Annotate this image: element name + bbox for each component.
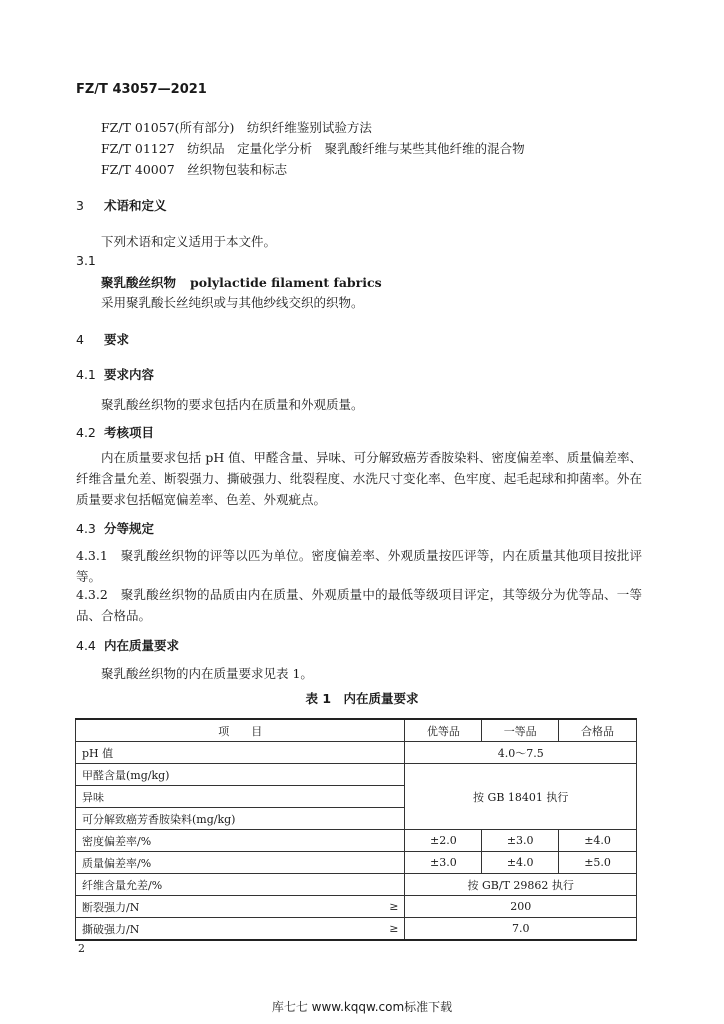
clause-4-3-1: 4.3.1 聚乳酸丝织物的评等以匹为单位。密度偏差率、外观质量按匹评等，内在质量其他项目按批评等。	[76, 548, 642, 584]
row-item: pH 值	[76, 742, 405, 764]
header-grade-superior: 优等品	[405, 719, 482, 742]
row-item: 异味	[76, 786, 405, 808]
row-item: 可分解致癌芳香胺染料(mg/kg)	[76, 808, 405, 830]
row-item: 密度偏差率/%	[76, 830, 405, 852]
subsection-number: 4.2	[76, 425, 96, 440]
table-row	[76, 742, 637, 764]
row-item: 甲醛含量(mg/kg)	[76, 764, 405, 786]
clause-4-3-2: 4.3.2 聚乳酸丝织物的品质由内在质量、外观质量中的最低等级项目评定，其等级分为优等品、一等品、合格品。	[76, 587, 642, 623]
reference-item: FZ/T 01127 纺织品 定量化学分析 聚乳酸纤维与某些其他纤维的混合物	[101, 141, 525, 156]
table-row	[76, 852, 637, 874]
subsection-title: 要求内容	[104, 367, 155, 382]
row-value: ±4.0	[559, 830, 637, 852]
page-number: 2	[78, 942, 85, 955]
term-chinese: 聚乳酸丝织物	[101, 275, 177, 290]
row-item: 撕破强力/N	[76, 918, 375, 941]
row-value: ±5.0	[559, 852, 637, 874]
row-value: ±4.0	[482, 852, 559, 874]
subsection-4-3-heading	[76, 519, 154, 537]
table-row	[76, 830, 637, 852]
subsection-number: 4.4	[76, 638, 96, 653]
row-value: ±3.0	[405, 852, 482, 874]
section-title: 要求	[104, 332, 130, 347]
table-caption: 表 1 内在质量要求	[305, 691, 419, 706]
subsection-4-4-text: 聚乳酸丝织物的内在质量要求见表 1。	[101, 666, 313, 681]
row-value: 200	[405, 896, 637, 918]
table-header-row	[76, 719, 637, 742]
row-symbol: ≥	[374, 918, 404, 941]
row-value: 按 GB 18401 执行	[405, 764, 637, 830]
term-number: 3.1	[76, 253, 96, 268]
term-heading	[101, 273, 382, 291]
subsection-number: 4.1	[76, 367, 96, 382]
section-number: 3	[76, 198, 84, 213]
subsection-4-4-heading	[76, 636, 179, 654]
row-item: 断裂强力/N	[76, 896, 375, 918]
subsection-4-2-heading	[76, 423, 154, 441]
header-item: 项 目	[76, 719, 405, 742]
subsection-4-2-text: 内在质量要求包括 pH 值、甲醛含量、异味、可分解致癌芳香胺染料、密度偏差率、质量偏差率、纤维含量允差、断裂强力、撕破强力、纰裂程度、水洗尺寸变化率、色牢度、起毛起球和抑菌率。外在质量要求包括幅宽偏差率、色差、外观疵点。	[76, 450, 642, 507]
subsection-title: 考核项目	[104, 425, 155, 440]
row-value: 4.0～7.5	[405, 742, 637, 764]
reference-item: FZ/T 01057(所有部分) 纺织纤维鉴别试验方法	[101, 120, 372, 135]
table-row	[76, 764, 637, 786]
header-grade-first: 一等品	[482, 719, 559, 742]
row-value: 按 GB/T 29862 执行	[405, 874, 637, 896]
subsection-title: 分等规定	[104, 521, 155, 536]
subsection-title: 内在质量要求	[104, 638, 180, 653]
row-value: 7.0	[405, 918, 637, 941]
term-english: polylactide filament fabrics	[190, 275, 382, 290]
section-3-heading	[76, 196, 167, 214]
section-3-intro: 下列术语和定义适用于本文件。	[101, 234, 277, 249]
term-definition: 采用聚乳酸长丝纯织或与其他纱线交织的织物。	[101, 295, 364, 310]
reference-item: FZ/T 40007 丝织物包装和标志	[101, 162, 288, 177]
table-row	[76, 918, 637, 941]
table-row	[76, 896, 637, 918]
quality-requirements-table	[75, 718, 637, 941]
subsection-number: 4.3	[76, 521, 96, 536]
subsection-4-1-heading	[76, 365, 154, 383]
footer-watermark: 库七七 www.kqqw.com标准下载	[271, 1000, 453, 1014]
subsection-4-1-text: 聚乳酸丝织物的要求包括内在质量和外观质量。	[101, 397, 364, 412]
section-number: 4	[76, 332, 84, 347]
section-4-heading	[76, 330, 129, 348]
row-value: ±2.0	[405, 830, 482, 852]
row-item: 质量偏差率/%	[76, 852, 405, 874]
row-symbol: ≥	[374, 896, 404, 918]
standard-number: FZ/T 43057—2021	[76, 82, 207, 97]
row-value: ±3.0	[482, 830, 559, 852]
header-grade-qualified: 合格品	[559, 719, 637, 742]
section-title: 术语和定义	[104, 198, 167, 213]
row-item: 纤维含量允差/%	[76, 874, 405, 896]
table-row	[76, 874, 637, 896]
